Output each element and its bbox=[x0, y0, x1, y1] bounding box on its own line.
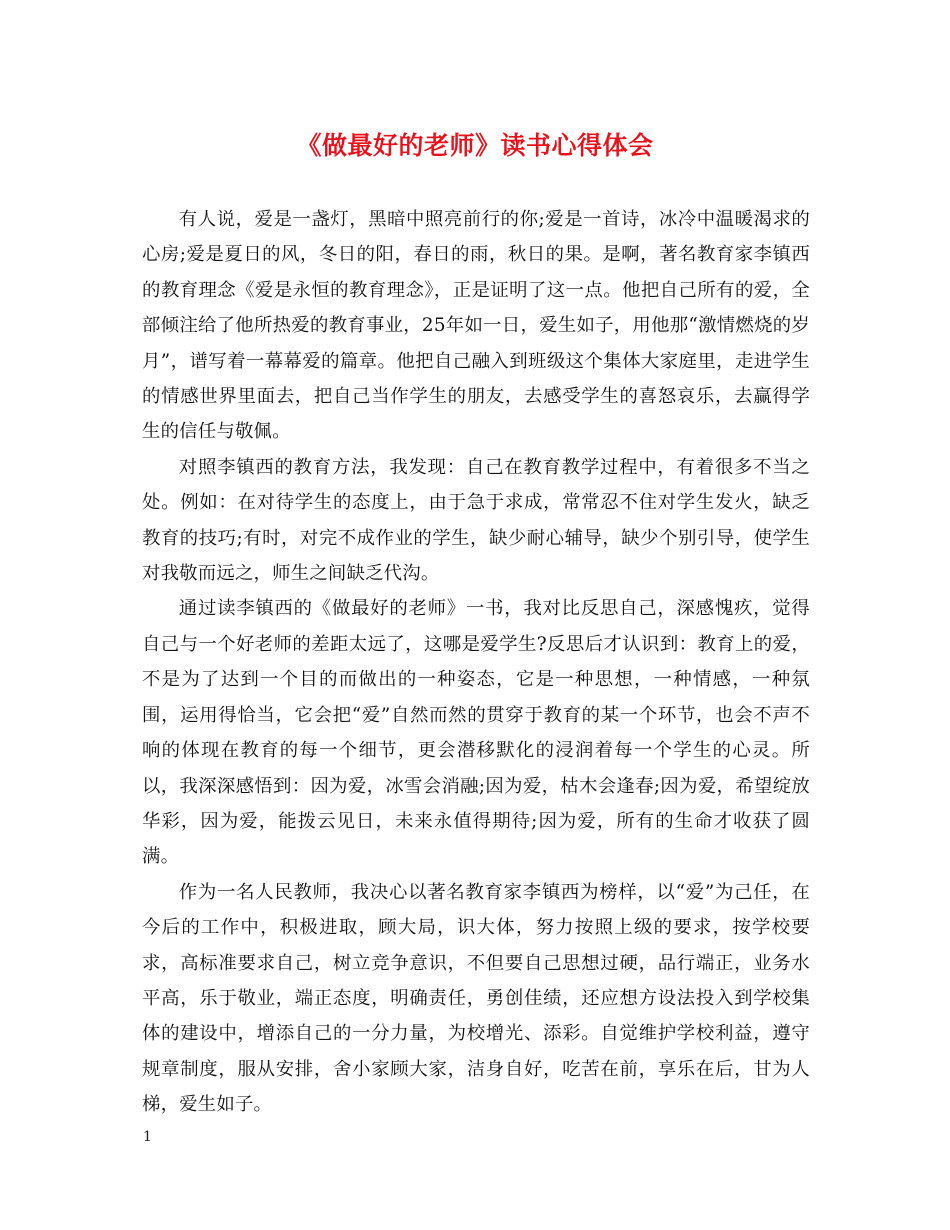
paragraph-2: 对照李镇西的教育方法，我发现：自己在教育教学过程中，有着很多不当之处。例如：在对待学生的态度上，由于急于求成，常常忍不住对学生发火，缺乏教育的技巧;有时，对完不成作业的学生，缺少耐心辅导，缺少个别引导，使学生对我敬而远之，师生之间缺乏代沟。 bbox=[142, 456, 810, 585]
paragraph-3: 通过读李镇西的《做最好的老师》一书，我对比反思自己，深感愧疚，觉得自己与一个好老师的差距太远了，这哪是爱学生?反思后才认识到：教育上的爱，不是为了达到一个目的而做出的一种姿态，它是一种思想，一种情感，一种氛围，运用得恰当，它会把“爱”自然而然的贯穿于教育的某一个环节，也会不声不响的体现在教育的每一个细节，更会潜移默化的浸润着每一个学生的心灵。所以，我深深感悟到：因为爱，冰雪会消融;因为爱，枯木会逢春;因为爱，希望绽放华彩，因为爱，能拨云见日，未来永值得期待;因为爱，所有的生命才收获了圆满。 bbox=[142, 598, 810, 868]
paragraph-4: 作为一名人民教师，我决心以著名教育家李镇西为榜样，以“爱”为己任，在今后的工作中，积极进取，顾大局，识大体，努力按照上级的要求，按学校要求，高标准要求自己，树立竞争意识，不但要自己思想过硬，品行端正，业务水平高，乐于敬业，端正态度，明确责任，勇创佳绩，还应想方设法投入到学校集体的建设中，增添自己的一分力量，为校增光、添彩。自觉维护学校利益，遵守规章制度，服从安排，舍小家顾大家，洁身自好，吃苦在前，享乐在后，甘为人梯，爱生如子。 bbox=[142, 881, 810, 1116]
page-title: 《做最好的老师》读书心得体会 bbox=[296, 131, 654, 160]
paragraph-1: 有人说，爱是一盏灯，黑暗中照亮前行的你;爱是一首诗，冰冷中温暖渴求的心房;爱是夏日的风，冬日的阳，春日的雨，秋日的果。是啊，著名教育家李镇西的教育理念《爱是永恒的教育理念》，正是证明了这一点。他把自己所有的爱，全部倾注给了他所热爱的教育事业，25年如一日，爱生如子，用他那“激情燃烧的岁月”，谱写着一幕幕爱的篇章。他把自己融入到班级这个集体大家庭里，走进学生的情感世界里面去，把自己当作学生的朋友，去感受学生的喜怒哀乐，去赢得学生的信任与敬佩。 bbox=[142, 209, 810, 443]
document-body bbox=[142, 202, 810, 1123]
page-number: 1 bbox=[143, 1129, 152, 1145]
